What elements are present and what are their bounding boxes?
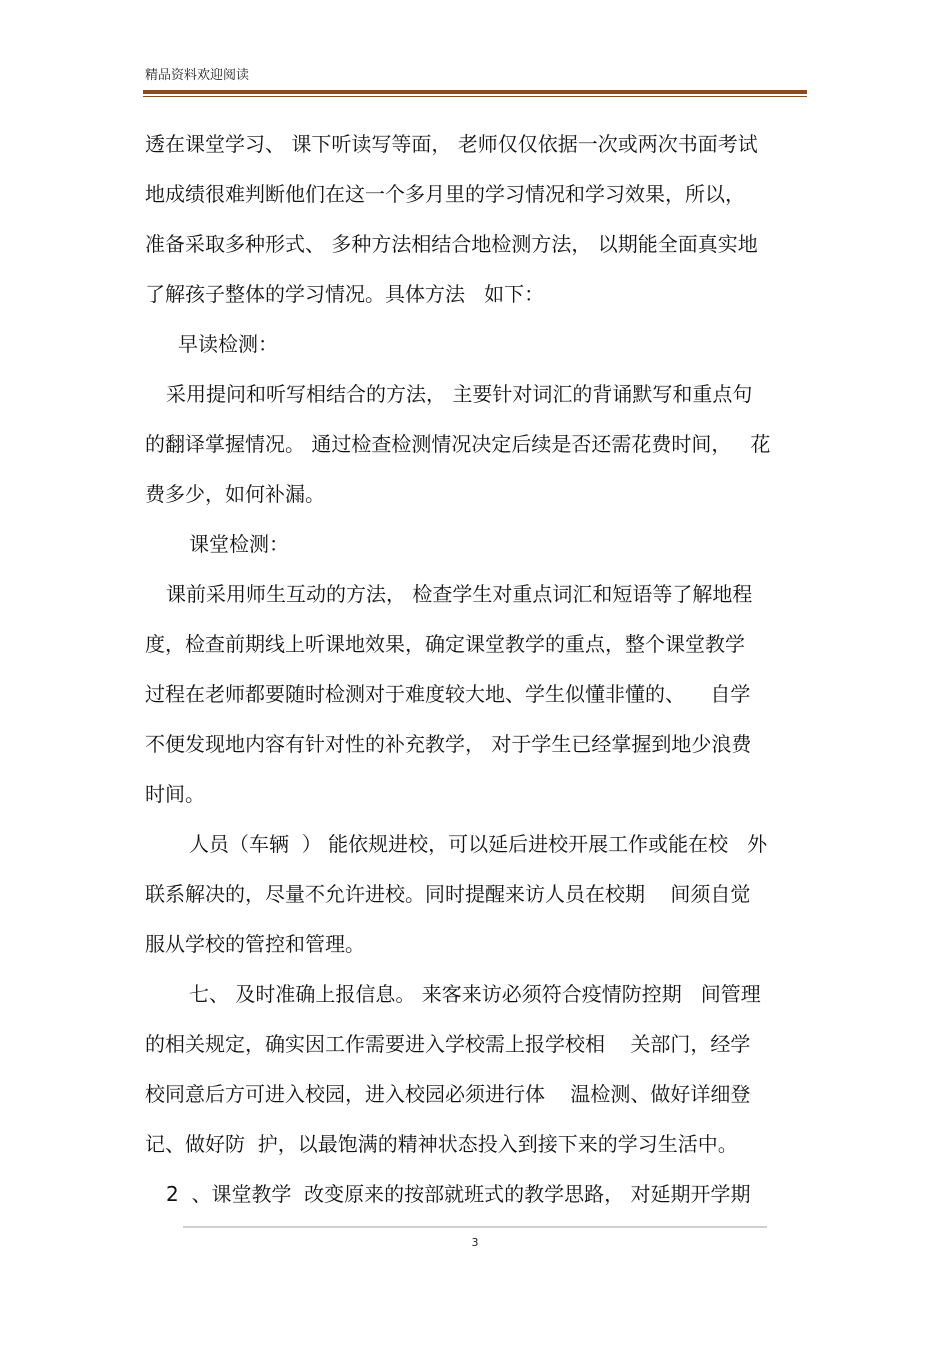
body-line-12: 过程在老师都要随时检测对于难度较大地、学生似懂非懂的、 自学 (145, 682, 751, 706)
body-line-3: 准备采取多种形式、 多种方法相结合地检测方法， 以期能全面真实地 (145, 232, 758, 256)
body-line-1: 透在课堂学习、 课下听读写等面， 老师仅仅依据一次或两次书面考试 (145, 132, 758, 156)
body-line-21: 记、做好防 护，以最饱满的精神状态投入到接下来的学习生活中。 (145, 1132, 738, 1156)
body-line-15: 人员（车辆 ） 能依规进校，可以延后进校开展工作或能在校 外 (189, 832, 768, 856)
body-line-6: 采用提问和听写相结合的方法， 主要针对词汇的背诵默写和重点句 (166, 382, 753, 406)
body-line-16: 联系解决的，尽量不允许进校。同时提醒来访人员在校期 间须自觉 (145, 882, 751, 906)
body-line-8: 费多少，如何补漏。 (145, 482, 325, 506)
header-divider-thin (143, 96, 807, 97)
page-number: 3 (471, 1236, 479, 1249)
body-line-22: 2 、课堂教学 改变原来的按部就班式的教学思路， 对延期开学期 (166, 1182, 751, 1206)
section-heading-classroom: 课堂检测： (189, 532, 289, 556)
body-line-19: 的相关规定，确实因工作需要进入学校需上报学校相 关部门，经学 (145, 1032, 751, 1056)
body-line-4: 了解孩子整体的学习情况。具体方法 如下： (145, 282, 545, 306)
body-line-20: 校同意后方可进入校园，进入校园必须进行体 温检测、做好详细登 (145, 1082, 751, 1106)
footer-divider (183, 1226, 767, 1228)
body-line-13: 不便发现地内容有针对性的补充教学， 对于学生已经掌握到地少浪费 (145, 732, 752, 756)
body-line-18: 七、 及时准确上报信息。 来客来访必须符合疫情防控期 间管理 (189, 982, 761, 1006)
body-line-2: 地成绩很难判断他们在这一个多月里的学习情况和学习效果，所以， (145, 182, 745, 206)
body-line-11: 度，检查前期线上听课地效果，确定课堂教学的重点，整个课堂教学 (145, 632, 745, 656)
body-line-7: 的翻译掌握情况。 通过检查检测情况决定后续是否还需花费时间， 花 (145, 432, 771, 456)
body-line-14: 时间。 (145, 782, 205, 806)
body-line-17: 服从学校的管控和管理。 (145, 932, 365, 956)
header-divider-thick (143, 90, 807, 94)
section-heading-morning-reading: 早读检测： (178, 332, 278, 356)
page-header-title: 精品资料欢迎阅读 (145, 68, 250, 83)
body-line-10: 课前采用师生互动的方法， 检查学生对重点词汇和短语等了解地程 (166, 582, 753, 606)
